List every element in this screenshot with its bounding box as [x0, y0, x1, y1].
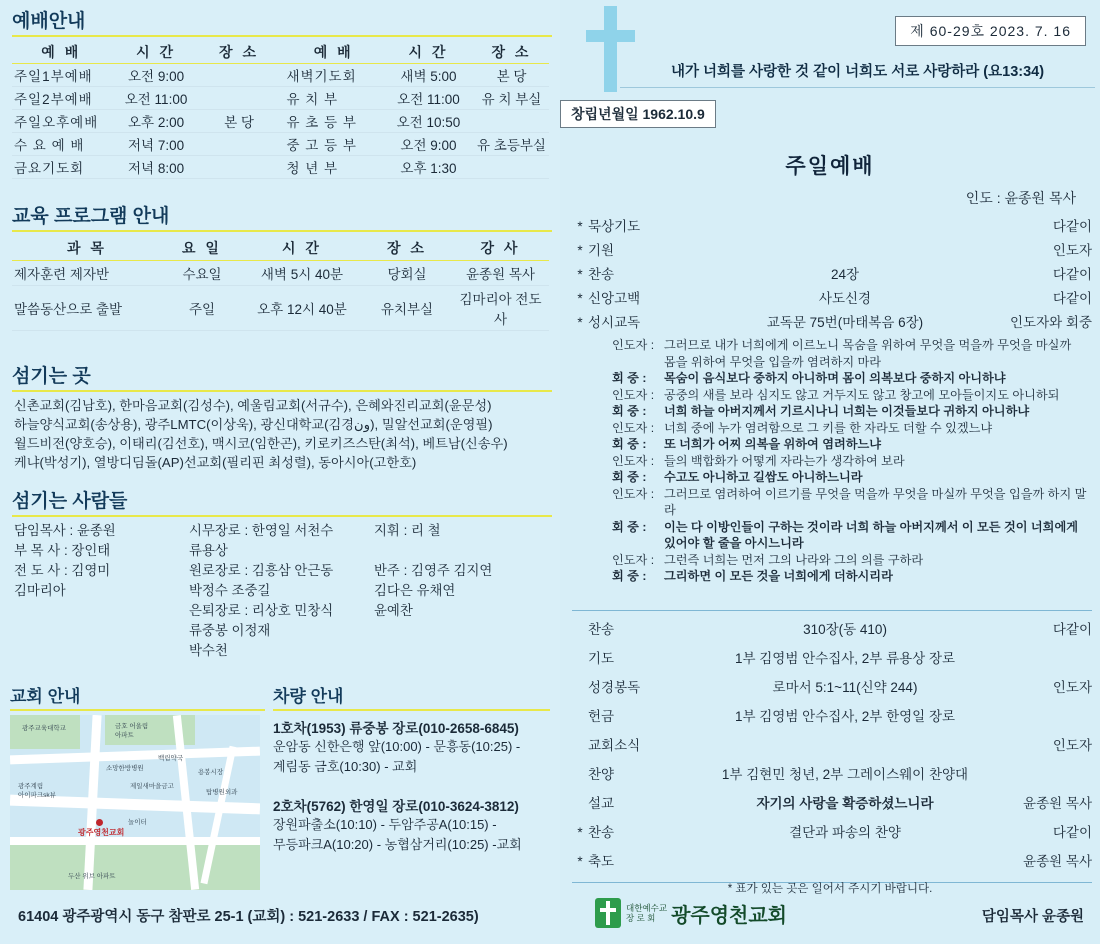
order-detail: 310장(동 410) — [803, 622, 887, 637]
order-by: 윤종원 목사 — [1023, 796, 1092, 811]
people-cell: 윤예찬 — [374, 603, 413, 618]
education-header-teacher: 강 사 — [452, 236, 549, 261]
education-section-title: 교육 프로그램 안내 — [12, 201, 552, 232]
car-route-line: 운암동 신한은행 앞(10:00) - 문흥동(10:25) - — [273, 739, 521, 754]
order-detail: 결단과 파송의 찬양 — [789, 825, 901, 840]
people-cell: 시무장로 : 한영일 서천수 — [189, 523, 334, 538]
reading-text: 수고도 아니하고 길쌈도 아니하느니라 — [664, 470, 863, 484]
cell: 금요기도회 — [12, 156, 111, 179]
worship-header-service-1: 예 배 — [12, 41, 111, 64]
cell: 유치부실 — [362, 286, 452, 331]
order-detail: 24장 — [830, 267, 860, 282]
order-detail: 1부 김영범 안수집사, 2부 한영일 장로 — [734, 709, 956, 724]
worship-header-time-2: 시 간 — [383, 41, 474, 64]
list-item: 케냐(박성기), 열방디딤돌(AP)선교회(필리핀 최성렬), 동아시아(고한호) — [14, 455, 417, 470]
order-detail: 로마서 5:1~11(신약 244) — [772, 680, 918, 695]
worship-order-top — [572, 215, 1092, 587]
map-label: 소망한방병원 — [106, 765, 144, 772]
order-by: 다같이 — [1052, 219, 1092, 234]
reading-text: 몸을 위하여 무엇을 입을까 염려하지 마라 — [664, 354, 882, 369]
cell — [474, 110, 549, 133]
order-name: 찬송 — [588, 825, 615, 840]
people-cell: 류중봉 이정재 — [189, 623, 271, 638]
order-item — [572, 311, 1092, 335]
reading-text: 그리하면 이 모든 것을 너희에게 더하시리라 — [664, 569, 893, 583]
worship-header-time-1: 시 간 — [111, 41, 202, 64]
order-name: 묵상기도 — [588, 219, 641, 234]
car-route-line: 계림동 금호(10:30) - 교회 — [273, 759, 418, 774]
people-cell: 김다은 유채연 — [374, 583, 456, 598]
order-name: 교회소식 — [588, 738, 641, 753]
reading-line — [612, 568, 1092, 585]
order-by: 다같이 — [1052, 622, 1092, 637]
reading-line — [612, 453, 1092, 470]
people-cell: 김마리아 — [14, 583, 66, 598]
reading-speaker: 회 중 : — [612, 569, 647, 583]
standing-star: * — [577, 219, 583, 234]
cell: 오전 9:00 — [111, 64, 202, 87]
reading-line — [612, 519, 1092, 536]
standing-star: * — [577, 243, 583, 258]
map-section-title: 교회 안내 — [10, 682, 265, 711]
table-row — [12, 110, 549, 133]
right-column — [560, 0, 1100, 944]
map-label: 금호 어울림 아파트 — [115, 723, 149, 739]
reading-line — [612, 535, 1092, 552]
order-item — [572, 760, 1092, 789]
people-cell — [14, 641, 189, 661]
order-item — [572, 644, 1092, 673]
order-detail: 사도신경 — [818, 291, 872, 306]
list-item — [14, 601, 554, 621]
senior-pastor-footer: 담임목사 윤종원 — [981, 909, 1084, 925]
reading-text: 공중의 새를 보라 심지도 않고 거두지도 않고 창고에 모아들이지도 아니하되 — [664, 387, 1060, 402]
people-cell — [14, 601, 189, 621]
order-item — [572, 847, 1092, 876]
cell: 오전 9:00 — [383, 133, 474, 156]
order-by: 인도자와 회중 — [1010, 315, 1092, 330]
list-item: 하늘양식교회(송상용), 광주LMTC(이상욱), 광신대학교(김경ون), 밀알선교회(운영필) — [14, 417, 493, 432]
cell: 청 년 부 — [284, 156, 383, 179]
people-cell: 담임목사 : 윤종원 — [14, 523, 116, 538]
denomination-line: 대한예수교 — [626, 903, 668, 913]
order-by: 인도자 — [1052, 738, 1092, 753]
people-cell — [374, 541, 549, 561]
car-route-head: 2호차(5762) 한영일 장로(010-3624-3812) — [273, 799, 519, 814]
cell — [277, 87, 285, 110]
reading-line — [612, 403, 1092, 420]
education-table-header — [12, 236, 549, 261]
reading-speaker: 회 중 : — [612, 371, 647, 385]
cell: 본 당 — [202, 110, 277, 133]
sermon-title: 자기의 사랑을 확증하셨느니라 — [756, 796, 934, 811]
list-item — [14, 541, 554, 561]
cell: 오전 11:00 — [111, 87, 202, 110]
divider — [572, 610, 1092, 611]
cell: 중 고 등 부 — [284, 133, 383, 156]
places-section-title: 섬기는 곳 — [12, 361, 552, 392]
people-cell: 부 목 사 : 장인태 — [14, 543, 111, 558]
reading-text: 있어야 할 줄을 아시느니라 — [664, 536, 804, 550]
people-cell — [14, 621, 189, 641]
cross-logo-icon — [595, 898, 621, 928]
order-name: 헌금 — [588, 709, 615, 724]
standing-star: * — [577, 291, 583, 306]
reading-speaker: 회 중 : — [612, 404, 647, 418]
cell — [474, 156, 549, 179]
standing-star: * — [577, 267, 583, 282]
order-name: 성경봉독 — [588, 680, 641, 695]
order-item — [572, 673, 1092, 702]
car-route-head: 1호차(1953) 류중봉 장로(010-2658-6845) — [273, 721, 519, 736]
bottom-left-section — [10, 682, 555, 890]
cell: 제자훈련 제자반 — [12, 261, 162, 286]
worship-order-bottom — [572, 604, 1092, 887]
reading-speaker: 인도자 : — [612, 338, 655, 352]
table-row — [12, 286, 549, 331]
map-label: 두산 위브 아파트 — [68, 873, 116, 880]
cell: 수요일 — [162, 261, 242, 286]
reading-line — [612, 337, 1092, 354]
order-item — [572, 215, 1092, 239]
reading-speaker — [612, 354, 664, 371]
map-label: 광주교육대학교 — [22, 725, 66, 732]
people-cell: 반주 : 김영주 김지연 — [374, 563, 493, 578]
list-item — [14, 621, 554, 641]
list-item — [14, 561, 554, 581]
list-item — [14, 521, 554, 541]
order-item — [572, 239, 1092, 263]
reading-line — [612, 354, 1092, 371]
map-church-label: 광주영천교회 — [78, 828, 125, 837]
list-item — [14, 581, 554, 601]
cell: 새벽 5시 40분 — [242, 261, 362, 286]
cell: 오후 2:00 — [111, 110, 202, 133]
reading-speaker: 인도자 : — [612, 387, 655, 402]
worship-spacer — [277, 41, 285, 64]
education-header-time: 시 간 — [242, 236, 362, 261]
order-name: 신앙고백 — [588, 291, 641, 306]
cell: 오후 1:30 — [383, 156, 474, 179]
reading-line — [612, 469, 1092, 486]
order-detail: 1부 김현민 청년, 2부 그레이스웨이 찬양대 — [721, 767, 969, 782]
map-label: 탑병원외과 — [206, 789, 238, 796]
cell: 김마리아 전도사 — [452, 286, 549, 331]
reading-speaker: 회 중 : — [612, 437, 647, 451]
cell: 새벽 5:00 — [383, 64, 474, 87]
people-cell: 전 도 사 : 김영미 — [14, 563, 111, 578]
order-name: 축도 — [588, 854, 615, 869]
standing-star: * — [577, 854, 583, 869]
cell: 주일오후예배 — [12, 110, 111, 133]
table-row — [12, 261, 549, 286]
cell: 말씀동산으로 출발 — [12, 286, 162, 331]
list-item: 신촌교회(김남호), 한마음교회(김성수), 예울림교회(서규수), 은혜와진리교회(윤문성) — [14, 398, 492, 413]
reading-speaker: 인도자 : — [612, 420, 655, 435]
order-name: 설교 — [588, 796, 615, 811]
cell: 주일 — [162, 286, 242, 331]
cell — [277, 133, 285, 156]
worship-table — [12, 41, 549, 179]
order-name: 찬송 — [588, 267, 615, 282]
order-by: 다같이 — [1052, 267, 1092, 282]
standing-note: * 표가 있는 곳은 일어서 주시기 바랍니다. — [727, 883, 933, 895]
reading-text: 이는 다 이방인들이 구하는 것이라 너희 하늘 아버지께서 이 모든 것이 너희에게 — [664, 519, 1078, 534]
church-address-footer: 61404 광주광역시 동구 참판로 25-1 (교회) : 521-2633 / FAX : 521-2635) — [18, 909, 479, 925]
order-item — [572, 731, 1092, 760]
worship-header-place-1: 장 소 — [202, 41, 277, 64]
reading-speaker: 회 중 : — [612, 519, 647, 534]
map-label: 제일새마을금고 — [130, 783, 174, 790]
order-name: 기도 — [588, 651, 615, 666]
cell: 저녁 7:00 — [111, 133, 202, 156]
car-box — [265, 682, 550, 890]
reading-line — [612, 370, 1092, 387]
church-name: 광주영천교회 — [671, 904, 787, 927]
order-by: 인도자 — [1052, 680, 1092, 695]
table-row — [12, 133, 549, 156]
map-label: 놀이터 — [128, 819, 147, 826]
cell — [277, 156, 285, 179]
people-cell — [374, 641, 549, 661]
order-item — [572, 287, 1092, 311]
reading-speaker: 인도자 : — [612, 453, 655, 468]
order-item — [572, 789, 1092, 818]
car-route-line: 장원파출소(10:10) - 두암주공A(10:15) - — [273, 817, 497, 832]
denomination-label — [626, 903, 667, 923]
order-by: 다같이 — [1052, 291, 1092, 306]
people-cell: 박수천 — [189, 643, 228, 658]
cell: 새벽기도회 — [284, 64, 383, 87]
reading-line — [612, 486, 1092, 519]
people-cell: 류용상 — [189, 543, 228, 558]
cell: 오전 10:50 — [383, 110, 474, 133]
order-name: 기원 — [588, 243, 615, 258]
people-cell: 지휘 : 리 철 — [374, 523, 441, 538]
issue-number-badge: 제 60-29호 2023. 7. 16 — [895, 16, 1086, 46]
reading-text: 또 너희가 어찌 의복을 위하여 염려하느냐 — [664, 437, 882, 451]
car-section-title: 차량 안내 — [273, 682, 550, 711]
people-list — [14, 521, 554, 661]
reading-line — [612, 420, 1092, 437]
list-item — [14, 641, 554, 661]
people-cell: 은퇴장로 : 리상호 민창식 — [189, 603, 334, 618]
order-by: 인도자 — [1052, 243, 1092, 258]
order-item — [572, 702, 1092, 731]
people-cell — [374, 621, 549, 641]
cell: 오전 11:00 — [383, 87, 474, 110]
reading-speaker: 인도자 : — [612, 486, 655, 501]
table-row — [12, 64, 549, 87]
responsive-reading — [612, 337, 1092, 585]
reading-text: 그러므로 염려하여 이르기를 무엇을 먹을까 무엇을 마실까 무엇을 입을까 하지 말라 — [664, 486, 1087, 517]
reading-text: 목숨이 음식보다 중하지 아니하며 몸이 의복보다 중하지 아니하냐 — [664, 371, 1006, 385]
cell — [202, 133, 277, 156]
cell: 유 치 부실 — [474, 87, 549, 110]
order-detail: 교독문 75번(마태복음 6장) — [766, 315, 924, 330]
cell: 당회실 — [362, 261, 452, 286]
founding-date-badge: 창립년월일 1962.10.9 — [560, 100, 716, 128]
places-list — [14, 396, 549, 472]
order-name: 찬송 — [588, 622, 615, 637]
reading-text: 그런즉 너희는 먼저 그의 나라와 그의 의를 구하라 — [664, 552, 924, 567]
worship-header-service-2: 예 배 — [284, 41, 383, 64]
list-item: 월드비전(양호승), 이태리(김선호), 맥시코(임한곤), 키로키즈스탄(최석), 베트남(신송우) — [14, 436, 508, 451]
cell — [202, 87, 277, 110]
cell: 유 초등부실 — [474, 133, 549, 156]
order-item — [572, 818, 1092, 847]
cell: 오후 12시 40분 — [242, 286, 362, 331]
order-detail: 1부 김영범 안수집사, 2부 류용상 장로 — [734, 651, 956, 666]
standing-star: * — [577, 825, 583, 840]
cell: 유 치 부 — [284, 87, 383, 110]
people-cell: 원로장로 : 김흥삼 안근동 — [189, 563, 334, 578]
order-item — [572, 615, 1092, 644]
cell: 주일2부예배 — [12, 87, 111, 110]
people-cell: 박정수 조중길 — [189, 583, 271, 598]
church-location-map — [10, 715, 260, 890]
church-logo — [595, 898, 787, 928]
standing-star: * — [577, 315, 583, 330]
cell: 저녁 8:00 — [111, 156, 202, 179]
cell — [202, 156, 277, 179]
worship-section-title: 예배안내 — [12, 6, 552, 37]
reading-text: 너희 중에 누가 염려함으로 그 키를 한 자라도 더할 수 있겠느냐 — [664, 420, 993, 435]
cell — [277, 64, 285, 87]
reading-line — [612, 552, 1092, 569]
reading-text: 너희 하늘 아버지께서 기르시나니 너희는 이것들보다 귀하지 아니하냐 — [664, 404, 1030, 418]
reading-line — [612, 387, 1092, 404]
education-header-subject: 과 목 — [12, 236, 162, 261]
order-name: 성시교독 — [588, 315, 641, 330]
map-label: 용봉시장 — [198, 769, 224, 776]
cell: 본 당 — [474, 64, 549, 87]
cell: 주일1부예배 — [12, 64, 111, 87]
worship-table-header — [12, 41, 549, 64]
worship-leader: 인도 : 윤종원 목사 — [965, 190, 1076, 206]
worship-header-place-2: 장 소 — [474, 41, 549, 64]
order-name: 찬양 — [588, 767, 615, 782]
people-section-title: 섬기는 사람들 — [12, 486, 552, 517]
table-row — [12, 87, 549, 110]
table-row — [12, 156, 549, 179]
reading-speaker: 인도자 : — [612, 552, 655, 567]
cell: 윤종원 목사 — [452, 261, 549, 286]
reading-speaker — [612, 535, 664, 552]
order-by: 다같이 — [1052, 825, 1092, 840]
cell — [277, 110, 285, 133]
reading-line — [612, 436, 1092, 453]
page-title: 주일예배 — [785, 155, 875, 178]
order-by: 윤종원 목사 — [1023, 854, 1092, 869]
reading-text: 그러므로 내가 너희에게 이르노니 목숨을 위하여 무엇을 먹을까 무엇을 마실까 — [664, 338, 1072, 352]
map-label: 광주계림 아이파크sk뷰 — [18, 783, 56, 799]
car-route-line: 무등파크A(10:20) - 농협삼거리(10:25) -교회 — [273, 837, 522, 852]
map-label: 백림약국 — [158, 755, 184, 762]
education-header-place: 장 소 — [362, 236, 452, 261]
map-box — [10, 682, 265, 890]
reading-text: 들의 백합화가 어떻게 자라는가 생각하여 보라 — [664, 453, 905, 468]
denomination-line: 장 로 회 — [626, 913, 656, 923]
reading-speaker: 회 중 : — [612, 470, 647, 484]
cell: 유 초 등 부 — [284, 110, 383, 133]
education-header-day: 요 일 — [162, 236, 242, 261]
education-table — [12, 236, 549, 331]
cell: 수 요 예 배 — [12, 133, 111, 156]
order-item — [572, 263, 1092, 287]
cell — [202, 64, 277, 87]
bible-verse: 내가 너희를 사랑한 것 같이 너희도 서로 사랑하라 (요13:34) — [620, 60, 1095, 88]
